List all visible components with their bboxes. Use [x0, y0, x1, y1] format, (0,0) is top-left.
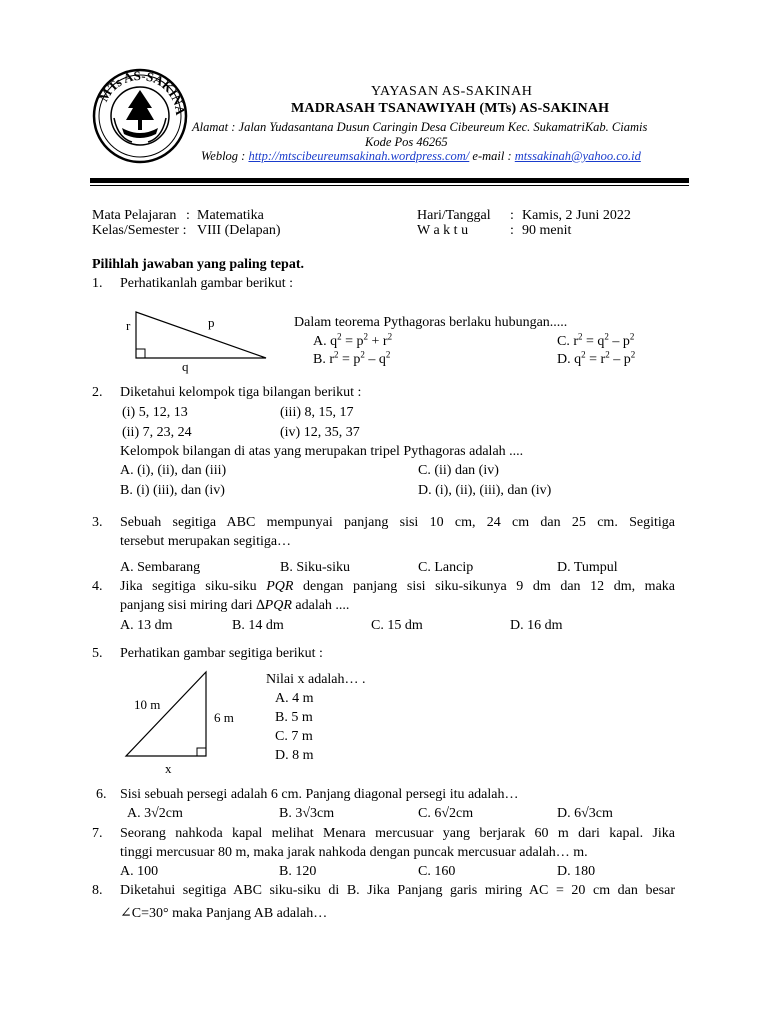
- q1-option-a[interactable]: A. $q^2 = p^2 + r^2$: [313, 331, 393, 349]
- logo-text: MTs AS-SAKINA: [95, 68, 188, 117]
- q6-option-c[interactable]: C. 6√2cm: [418, 806, 474, 821]
- q7-line1: Seorang nahkoda kapal melihat Menara mercusuar yang berjarak 60 m dari kapal. Jika: [120, 826, 675, 841]
- q4-option-c[interactable]: C. 15 dm: [371, 618, 423, 633]
- header-postal: Kode Pos 46265: [365, 135, 448, 149]
- date-label: Hari/Tanggal: [417, 208, 491, 223]
- q6-option-a[interactable]: A. 3√2cm: [127, 806, 183, 821]
- q1-prompt: Dalam teorema Pythagoras berlaku hubungan.....: [294, 315, 568, 330]
- weblog-link[interactable]: http://mtscibeureumsakinah.wordpress.com/: [248, 149, 470, 163]
- q6-option-d[interactable]: D. 6√3cm: [557, 806, 613, 821]
- q5-triangle-figure: [122, 668, 246, 778]
- q2-option-c[interactable]: C. (ii) dan (iv): [418, 463, 499, 478]
- q1-text: Perhatikanlah gambar berikut :: [120, 276, 293, 291]
- q7-option-b[interactable]: B. 120: [279, 864, 317, 879]
- q1-triangle-figure: [118, 308, 278, 374]
- header-rule-thick: [90, 178, 689, 183]
- q7-option-c[interactable]: C. 160: [418, 864, 456, 879]
- q4-option-d[interactable]: D. 16 dm: [510, 618, 563, 633]
- q1-option-c[interactable]: C. $r^2 = q^2 - p^2$: [557, 331, 635, 349]
- q2-text: Diketahui kelompok tiga bilangan berikut :: [120, 385, 362, 400]
- q1-number: 1.: [92, 276, 103, 291]
- q6-option-b[interactable]: B. 3√3cm: [279, 806, 335, 821]
- class-value: VIII (Delapan): [197, 223, 281, 238]
- q1-option-d[interactable]: D. $q^2 = r^2 - p^2$: [557, 349, 636, 367]
- q1-label-r: r: [126, 318, 131, 333]
- q7-option-a[interactable]: A. 100: [120, 864, 159, 879]
- time-value: 90 menit: [522, 223, 572, 238]
- q4-number: 4.: [92, 579, 103, 594]
- q2-option-b[interactable]: B. (i) (iii), dan (iv): [120, 483, 225, 498]
- q4-option-a[interactable]: A. 13 dm: [120, 618, 173, 633]
- q2-option-a[interactable]: A. (i), (ii), dan (iii): [120, 463, 227, 478]
- instruction: Pilihlah jawaban yang paling tepat.: [92, 257, 304, 272]
- header-org: YAYASAN AS-SAKINAH: [371, 84, 533, 99]
- subject-colon: :: [186, 208, 190, 223]
- q2-item-i: (i) 5, 12, 13: [122, 405, 188, 420]
- time-colon: :: [510, 223, 514, 238]
- subject-value: Matematika: [197, 208, 264, 223]
- q7-option-d[interactable]: D. 180: [557, 864, 596, 879]
- q5-text: Perhatikan gambar segitiga berikut :: [120, 646, 323, 661]
- school-logo: [92, 68, 188, 164]
- q4-option-b[interactable]: B. 14 dm: [232, 618, 284, 633]
- q5-triangle: [126, 672, 206, 756]
- header-rule-thin: [90, 185, 689, 186]
- q5-label-base: x: [165, 761, 172, 776]
- email-label: e-mail :: [472, 149, 512, 163]
- q2-prompt: Kelompok bilangan di atas yang merupakan tripel Pythagoras adalah ....: [120, 444, 524, 459]
- q4-line1: Jika segitiga siku-siku PQR dengan panjang sisi siku-sikunya 9 dm dan 12 dm, maka: [120, 579, 675, 594]
- q3-option-d[interactable]: D. Tumpul: [557, 560, 618, 575]
- q1-label-q: q: [182, 359, 189, 374]
- q8-line1: Diketahui segitiga ABC siku-siku di B. Jika Panjang garis miring AC = 20 cm dan besar: [120, 883, 675, 898]
- q5-option-a[interactable]: A. 4 m: [275, 691, 314, 706]
- q3-line1: Sebuah segitiga ABC mempunyai panjang sisi 10 cm, 24 cm dan 25 cm. Segitiga: [120, 515, 675, 530]
- q5-label-side: 6 m: [214, 710, 234, 725]
- date-colon: :: [510, 208, 514, 223]
- q7-line2: tinggi mercusuar 80 m, maka jarak nahkoda dengan puncak mercusuar adalah… m.: [120, 845, 588, 860]
- q5-prompt: Nilai x adalah… .: [266, 672, 366, 687]
- q3-option-c[interactable]: C. Lancip: [418, 560, 474, 575]
- q3-option-b[interactable]: B. Siku-siku: [280, 560, 351, 575]
- date-value: Kamis, 2 Juni 2022: [522, 208, 631, 223]
- q2-option-d[interactable]: D. (i), (ii), (iii), dan (iv): [418, 483, 552, 498]
- q5-label-hyp: 10 m: [134, 697, 161, 712]
- q5-right-angle-mark: [197, 748, 206, 756]
- header-address: Alamat : Jalan Yudasantana Dusun Caringin Desa Cibeureum Kec. SukamatriKab. Ciamis: [192, 120, 648, 134]
- q2-item-iii: (iii) 8, 15, 17: [280, 405, 354, 420]
- q7-number: 7.: [92, 826, 103, 841]
- q2-item-ii: (ii) 7, 23, 24: [122, 425, 192, 440]
- q8-number: 8.: [92, 883, 103, 898]
- q6-number: 6.: [96, 787, 107, 802]
- class-label: Kelas/Semester :: [92, 223, 187, 238]
- q1-right-angle-mark: [136, 349, 145, 358]
- q1-option-b[interactable]: B. $r^2 = p^2 - q^2$: [313, 349, 391, 367]
- q3-line2: tersebut merupakan segitiga…: [120, 534, 292, 549]
- q1-label-p: p: [208, 315, 215, 330]
- q6-text: Sisi sebuah persegi adalah 6 cm. Panjang diagonal persegi itu adalah…: [120, 787, 519, 802]
- q3-number: 3.: [92, 515, 103, 530]
- header-school: MADRASAH TSANAWIYAH (MTs) AS-SAKINAH: [291, 101, 610, 116]
- q5-option-b[interactable]: B. 5 m: [275, 710, 313, 725]
- time-label: W a k t u: [417, 223, 469, 238]
- q5-option-d[interactable]: D. 8 m: [275, 748, 314, 763]
- q2-number: 2.: [92, 385, 103, 400]
- email-link[interactable]: mtssakinah@yahoo.co.id: [514, 149, 641, 163]
- weblog-label: Weblog :: [201, 149, 246, 163]
- q8-line2: ∠C=30° maka Panjang AB adalah…: [120, 906, 328, 921]
- q5-number: 5.: [92, 646, 103, 661]
- header-web-line: [201, 149, 641, 164]
- q3-option-a[interactable]: A. Sembarang: [120, 560, 201, 575]
- subject-label: Mata Pelajaran: [92, 208, 177, 223]
- q5-option-c[interactable]: C. 7 m: [275, 729, 313, 744]
- q2-item-iv: (iv) 12, 35, 37: [280, 425, 360, 440]
- q1-triangle: [136, 312, 266, 358]
- q4-line2: panjang sisi miring dari ∆PQR adalah ....: [120, 598, 350, 613]
